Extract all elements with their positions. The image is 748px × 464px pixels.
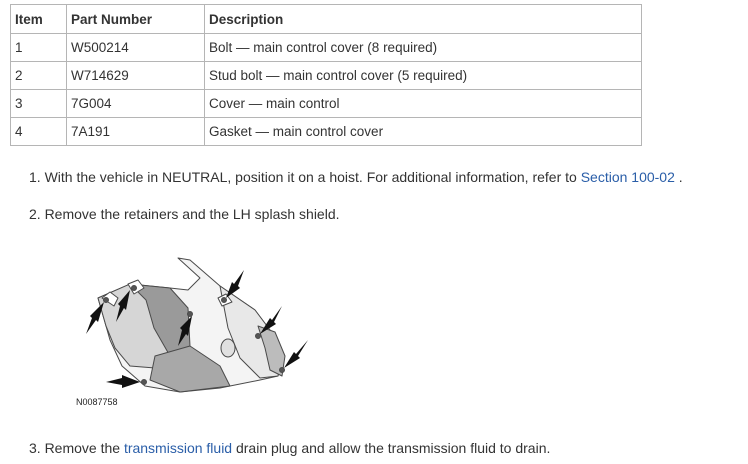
cell-item: 3 <box>11 90 67 118</box>
step-2-text: 2. Remove the retainers and the LH splash shield. <box>29 206 340 222</box>
step-1-text: 1. With the vehicle in NEUTRAL, position it on a hoist. For additional information, refer to <box>29 169 581 185</box>
cell-description: Gasket — main control cover <box>205 118 642 146</box>
section-100-02-link[interactable]: Section 100-02 <box>580 169 675 185</box>
cell-description: Cover — main control <box>205 90 642 118</box>
table-header-row <box>11 5 642 34</box>
header-item: Item <box>11 5 67 34</box>
step-3-after: drain plug and allow the transmission fluid to drain. <box>232 440 551 456</box>
table-row <box>11 90 642 118</box>
splash-shield-illustration <box>70 248 340 418</box>
step-3-before: 3. Remove the <box>29 440 124 456</box>
cell-part-number: W500214 <box>67 34 205 62</box>
figure-label: N0087758 <box>76 397 118 407</box>
step-3 <box>29 440 550 456</box>
transmission-fluid-link[interactable]: transmission fluid <box>123 440 233 456</box>
cell-description: Stud bolt — main control cover (5 required) <box>205 62 642 90</box>
parts-table <box>10 4 642 146</box>
header-description: Description <box>205 5 642 34</box>
cell-part-number: 7G004 <box>67 90 205 118</box>
table-row <box>11 62 642 90</box>
cell-item: 1 <box>11 34 67 62</box>
step-1-after: . <box>674 169 683 185</box>
cell-description: Bolt — main control cover (8 required) <box>205 34 642 62</box>
cell-part-number: W714629 <box>67 62 205 90</box>
table-row <box>11 34 642 62</box>
cell-part-number: 7A191 <box>67 118 205 146</box>
cell-item: 4 <box>11 118 67 146</box>
table-row <box>11 118 642 146</box>
cell-item: 2 <box>11 62 67 90</box>
step-2 <box>29 206 340 222</box>
header-part-number: Part Number <box>67 5 205 34</box>
step-1 <box>29 169 683 185</box>
